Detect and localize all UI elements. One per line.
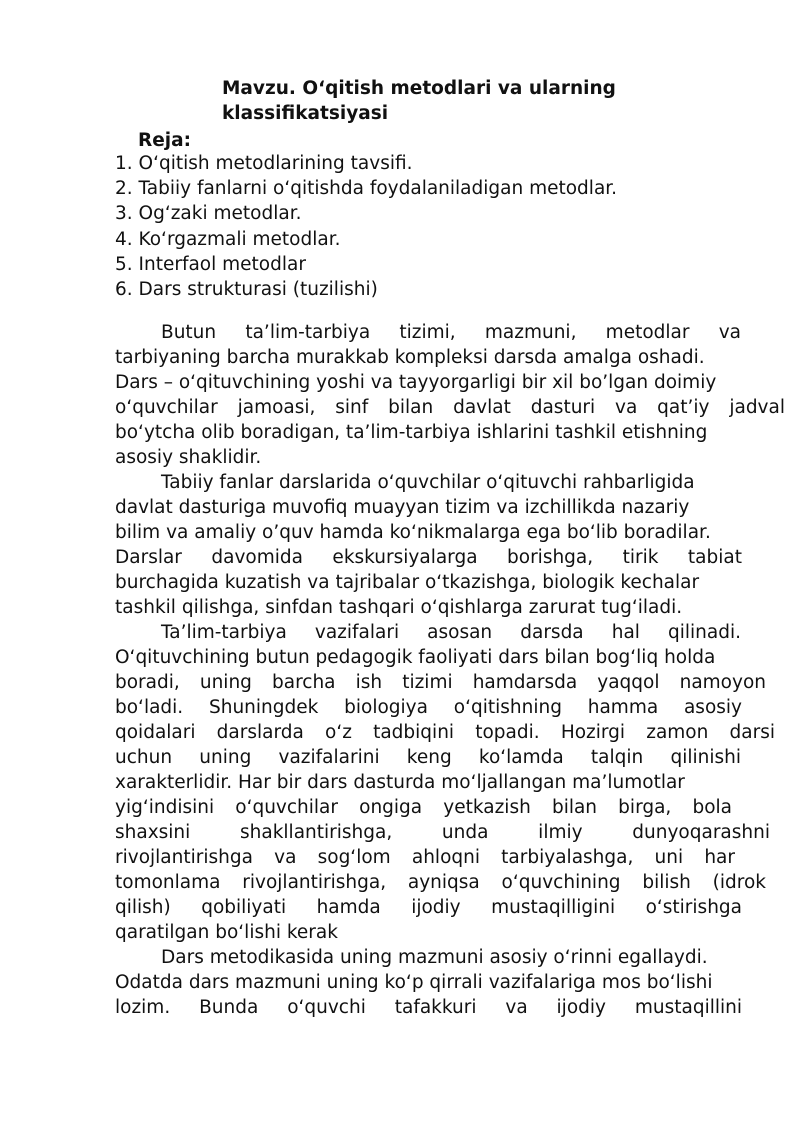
body-line: davlat dasturiga muvofiq muayyan tizim va izchillikda nazariy (115, 497, 690, 518)
body-line: o‘quvchilar jamoasi, sinf bilan davlat dasturi va qat’iy jadval (115, 397, 785, 418)
body-line: uchun uning vazifalarini keng ko‘lamda talqin qilinishi (115, 747, 741, 768)
body-line: O‘qituvchining butun pedagogik faoliyati dars bilan bog‘liq holda (115, 647, 716, 668)
body-line: burchagida kuzatish va tajribalar o‘tkazishga, biologik kechalar (115, 572, 700, 593)
plan-item: 4. Ko‘rgazmali metodlar. (115, 228, 341, 250)
body-line: rivojlantirishga va sog‘lom ahloqni tarbiyalashga, uni har (115, 847, 735, 868)
title-line-1: Mavzu. O‘qitish metodlari va ularning (222, 78, 616, 99)
body-line: tashkil qilishga, sinfdan tashqari o‘qishlarga zarurat tug‘iladi. (115, 597, 683, 618)
body-line: bo‘ladi. Shuningdek biologiya o‘qitishning hamma asosiy (115, 697, 742, 718)
body-line: qaratilgan bo‘lishi kerak (115, 922, 338, 943)
body-line: Tabiiy fanlar darslarida o‘quvchilar o‘qituvchi rahbarligida (161, 472, 695, 493)
body-line: Dars – o‘qituvchining yoshi va tayyorgarligi bir xil bo’lgan doimiy (115, 372, 717, 393)
body-line: qoidalari darslarda o‘z tadbiqini topadi. Hozirgi zamon darsi (115, 722, 775, 743)
plan-heading: Reja: (138, 130, 192, 151)
plan-list (115, 151, 617, 302)
plan-item: 6. Dars strukturasi (tuzilishi) (115, 279, 378, 301)
body-line: Ta’lim-tarbiya vazifalari asosan darsda hal qilinadi. (161, 622, 741, 643)
body-line: Butun ta’lim-tarbiya tizimi, mazmuni, metodlar va (161, 322, 741, 343)
body-line: bo‘ytcha olib boradigan, ta’lim-tarbiya ishlarini tashkil etishning (115, 422, 708, 443)
body-line: shaxsini shakllantirishga, unda ilmiy dunyoqarashni (115, 822, 770, 843)
body-line: qilish) qobiliyati hamda ijodiy mustaqilligini o‘stirishga (115, 897, 742, 918)
title-line-2: klassifikatsiyasi (222, 103, 389, 124)
body-line: asosiy shaklidir. (115, 447, 262, 468)
plan-item: 2. Tabiiy fanlarni o‘qitishda foydalaniladigan metodlar. (115, 178, 618, 200)
plan-item: 1. O‘qitish metodlarining tavsifi. (115, 153, 413, 174)
body-line: Dars metodikasida uning mazmuni asosiy o‘rinni egallaydi. (161, 947, 708, 968)
body-line: boradi, uning barcha ish tizimi hamdarsda yaqqol namoyon (115, 672, 766, 693)
body-line: tomonlama rivojlantirishga, ayniqsa o‘quvchining bilish (idrok (115, 872, 766, 893)
body-line: tarbiyaning barcha murakkab kompleksi darsda amalga oshadi. (115, 347, 705, 368)
body-line: lozim. Bunda o‘quvchi tafakkuri va ijodiy mustaqillini (115, 997, 742, 1018)
document-title (222, 76, 616, 126)
body-line: Odatda dars mazmuni uning ko‘p qirrali vazifalariga mos bo‘lishi (115, 972, 713, 993)
body-line: yig‘indisini o‘quvchilar ongiga yetkazish bilan birga, bola (115, 797, 732, 818)
plan-item: 5. Interfaol metodlar (115, 253, 306, 275)
plan-item: 3. Og‘zaki metodlar. (115, 203, 302, 225)
body-line: xarakterlidir. Har bir dars dasturda mo‘ljallangan ma’lumotlar (115, 772, 685, 793)
body-line: bilim va amaliy o’quv hamda ko‘nikmalarga ega bo‘lib boradilar. (115, 522, 711, 543)
body-line: Darslar davomida ekskursiyalarga borishga, tirik tabiat (115, 547, 742, 568)
